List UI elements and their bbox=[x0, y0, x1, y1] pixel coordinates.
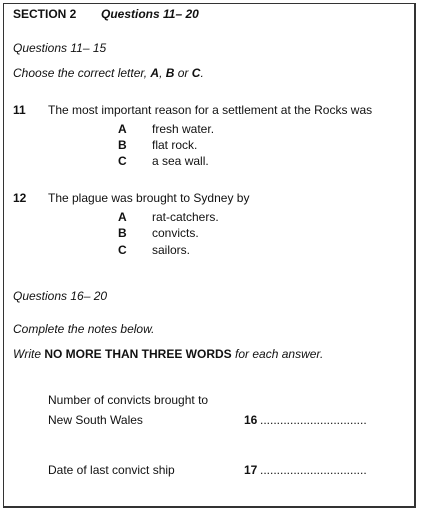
answer-blank[interactable]: ................................ bbox=[260, 413, 367, 427]
option-letter: C bbox=[118, 243, 127, 257]
note-text: Number of convicts brought to bbox=[48, 393, 209, 407]
section-question-range: Questions 11– 20 bbox=[101, 7, 199, 21]
option-text: flat rock. bbox=[152, 138, 198, 152]
part2-heading: Questions 16– 20 bbox=[13, 289, 108, 303]
answer-number: 17 bbox=[244, 463, 258, 477]
option-text: convicts. bbox=[152, 226, 199, 240]
answer-number: 16 bbox=[244, 413, 258, 427]
part2-word-limit: Write NO MORE THAN THREE WORDS for each answer. bbox=[13, 347, 324, 361]
part1-heading: Questions 11– 15 bbox=[13, 41, 107, 55]
part1-instruction: Choose the correct letter, A, B or C. bbox=[13, 66, 204, 80]
option-text: a sea wall. bbox=[152, 154, 209, 168]
question-number: 12 bbox=[13, 191, 27, 205]
option-letter: A bbox=[118, 122, 127, 136]
question-text: The plague was brought to Sydney by bbox=[48, 191, 250, 205]
option-letter: A bbox=[118, 210, 127, 224]
option-text: fresh water. bbox=[152, 122, 215, 136]
option-letter: B bbox=[118, 226, 127, 240]
option-text: sailors. bbox=[152, 243, 191, 257]
note-text: Date of last convict ship bbox=[48, 463, 175, 477]
question-number: 11 bbox=[13, 103, 26, 117]
option-letter: C bbox=[118, 154, 127, 168]
note-text: New South Wales bbox=[48, 413, 143, 427]
option-text: rat-catchers. bbox=[152, 210, 219, 224]
part2-instruction: Complete the notes below. bbox=[13, 322, 155, 336]
option-letter: B bbox=[118, 138, 127, 152]
question-text: The most important reason for a settlement at the Rocks was bbox=[48, 103, 373, 117]
section-label: SECTION 2 bbox=[13, 7, 77, 21]
answer-blank[interactable]: ................................ bbox=[260, 463, 367, 477]
